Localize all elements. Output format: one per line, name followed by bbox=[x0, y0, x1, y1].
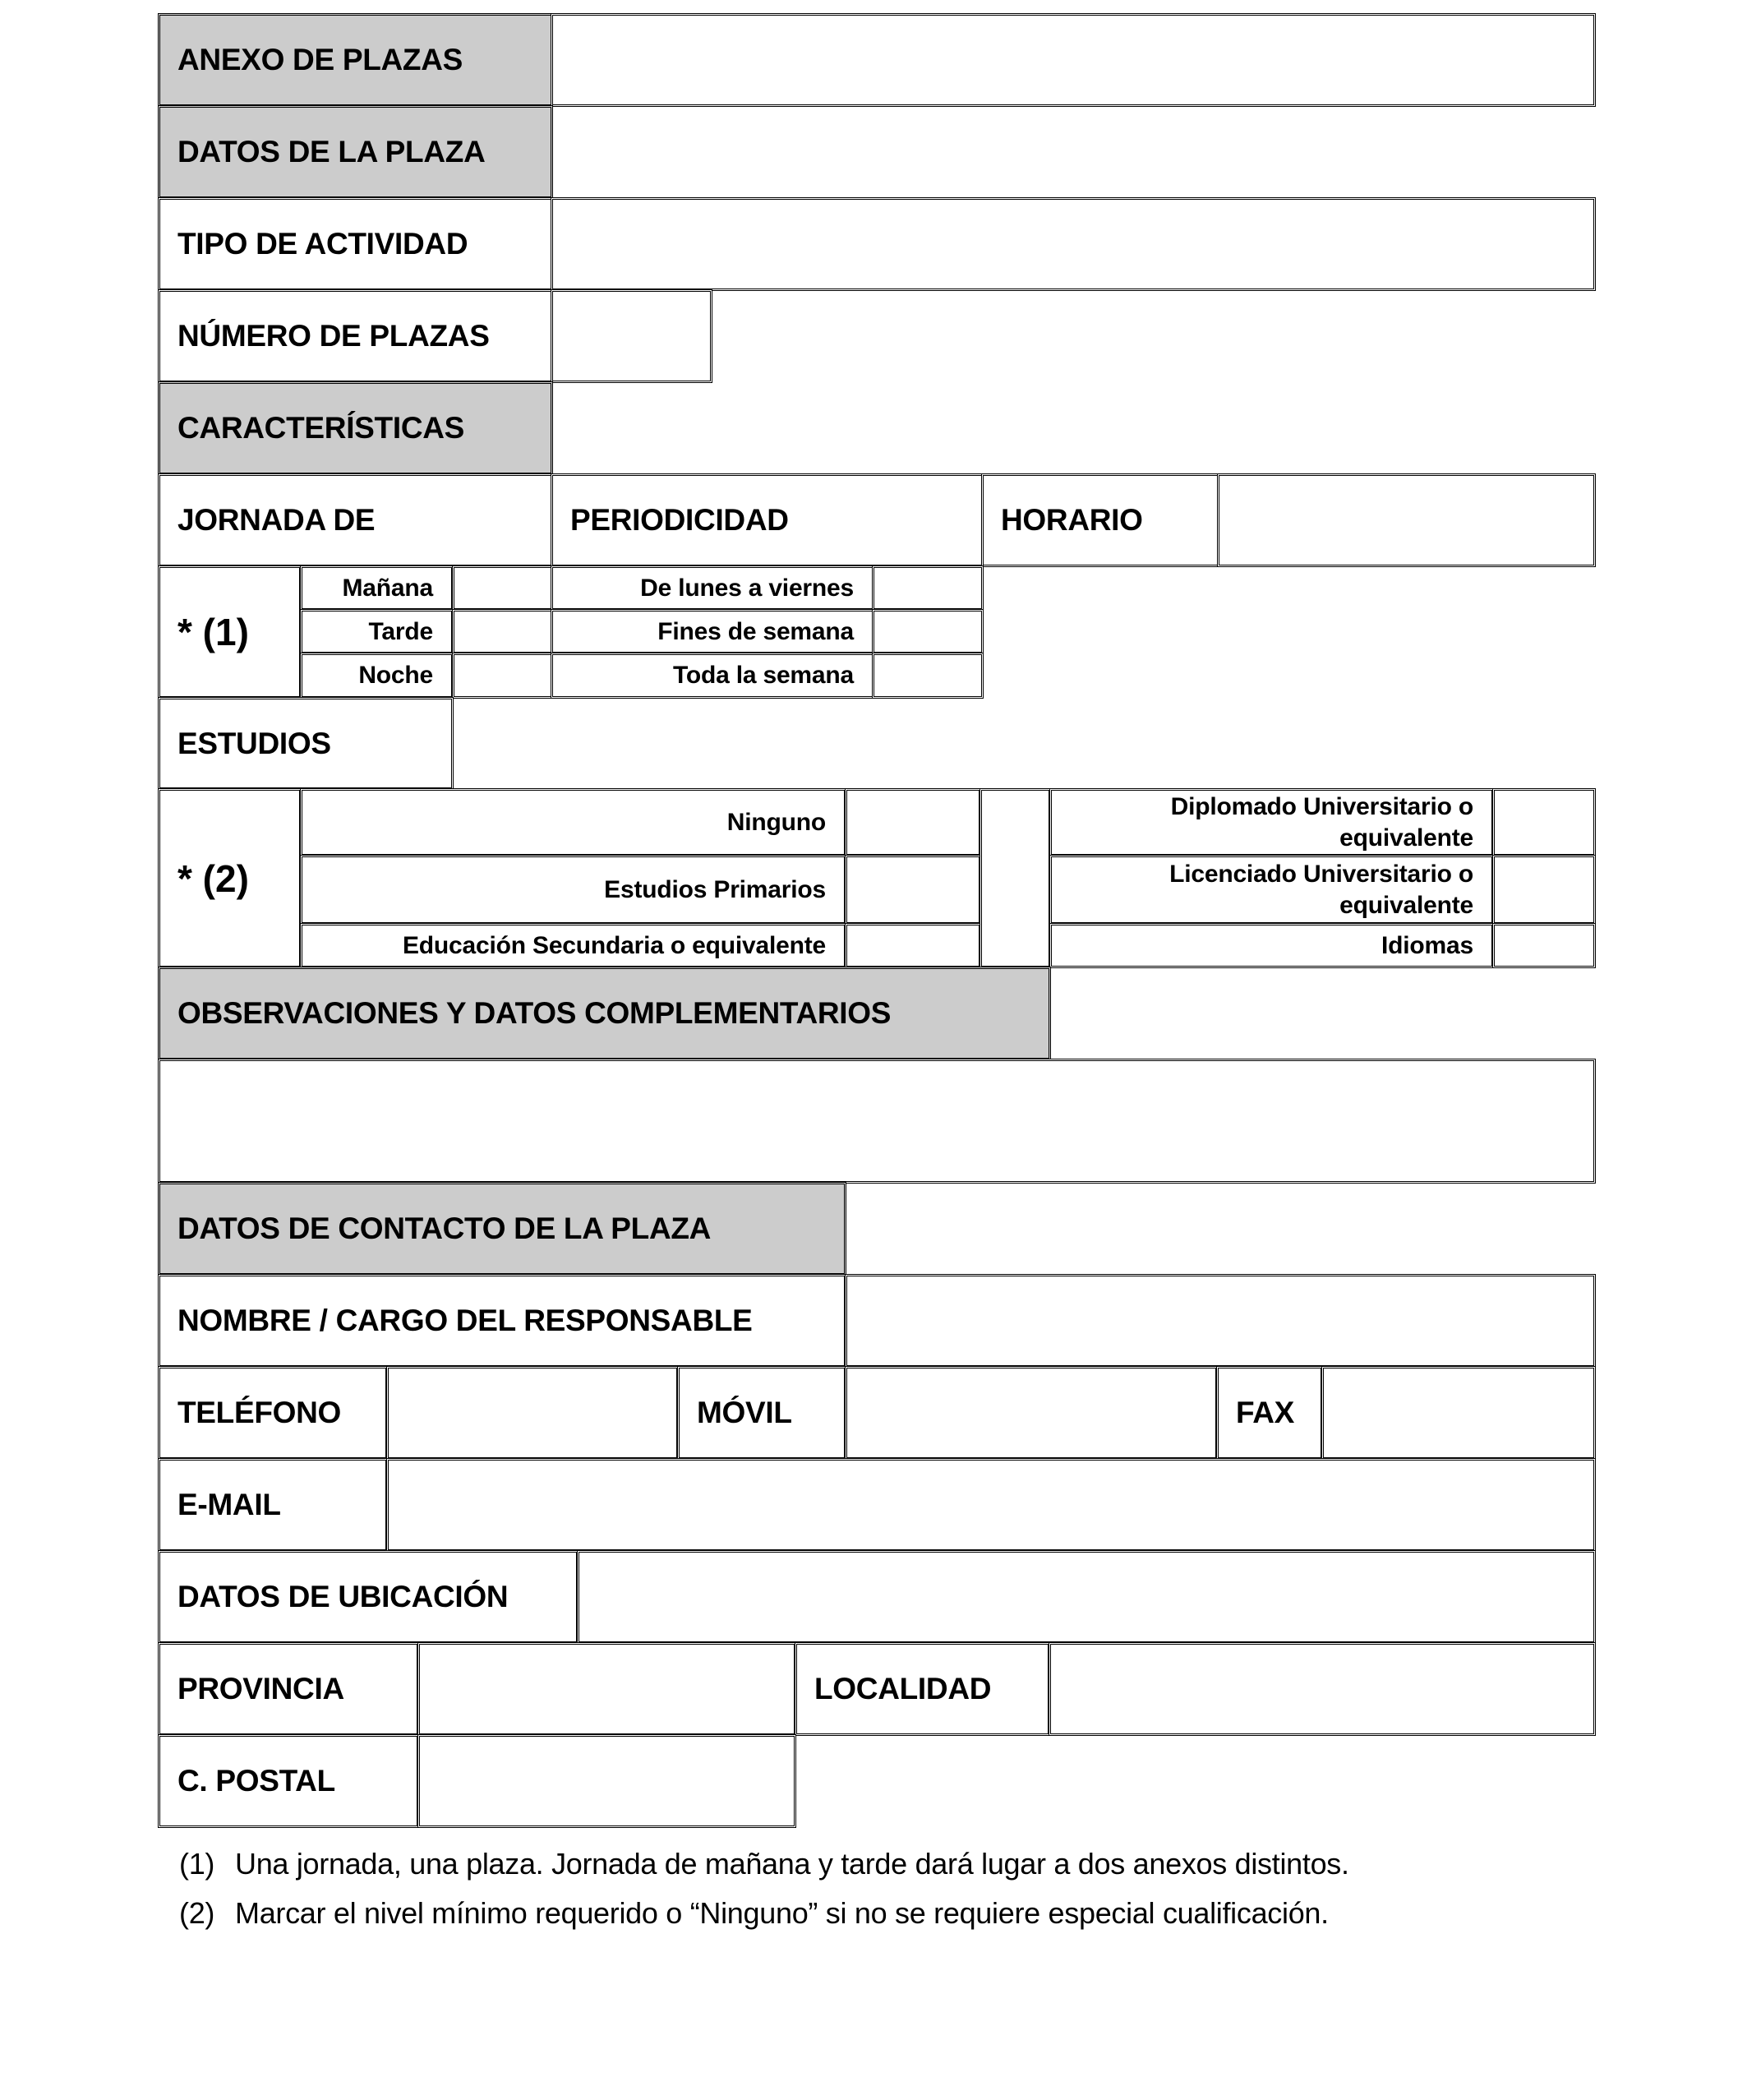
nombre-cargo-text: NOMBRE / CARGO DEL RESPONSABLE bbox=[177, 1304, 753, 1337]
toda-semana-text: Toda la semana bbox=[672, 662, 854, 690]
movil-label bbox=[677, 1366, 846, 1460]
nota-2-marker bbox=[158, 788, 302, 968]
nombre-cargo-label bbox=[158, 1274, 846, 1368]
licenciado-text: Licenciado Universitario o equivalente bbox=[1169, 861, 1473, 919]
provincia-label bbox=[158, 1642, 419, 1736]
anexo-de-plazas-text: ANEXO DE PLAZAS bbox=[177, 43, 463, 76]
tipo-de-actividad-label bbox=[158, 197, 553, 291]
fines-semana-checkbox[interactable] bbox=[872, 609, 984, 654]
estudios-label bbox=[158, 697, 454, 790]
codigo-postal-text: C. POSTAL bbox=[177, 1764, 335, 1798]
tipo-de-actividad-field[interactable] bbox=[551, 197, 1596, 291]
tarde-label bbox=[300, 609, 454, 654]
diplomado-text: Diplomado Universitario o equivalente bbox=[1170, 793, 1473, 852]
ninguno-label bbox=[300, 788, 846, 856]
anexo-de-plazas-field[interactable] bbox=[551, 13, 1596, 107]
footnote-2-text: Marcar el nivel mínimo requerido o “Ninguno” si no se requiere especial cualificación. bbox=[235, 1896, 1329, 1930]
fax-text: FAX bbox=[1236, 1396, 1295, 1429]
datos-de-la-plaza-text: DATOS DE LA PLAZA bbox=[177, 135, 486, 168]
licenciado-checkbox[interactable] bbox=[1492, 855, 1596, 925]
codigo-postal-field[interactable] bbox=[417, 1734, 796, 1828]
primarios-label bbox=[300, 855, 846, 925]
movil-text: MÓVIL bbox=[697, 1396, 792, 1429]
localidad-text: LOCALIDAD bbox=[814, 1672, 992, 1705]
numero-de-plazas-field[interactable] bbox=[551, 289, 712, 383]
nota-2-text: * (2) bbox=[177, 856, 249, 900]
datos-contacto-header bbox=[158, 1182, 846, 1276]
fax-field[interactable] bbox=[1321, 1366, 1596, 1460]
datos-ubicacion-label bbox=[158, 1550, 578, 1644]
ninguno-text: Ninguno bbox=[726, 808, 826, 836]
fax-label bbox=[1216, 1366, 1323, 1460]
footnote-2 bbox=[179, 1896, 1329, 1931]
footnote-2-number: (2) bbox=[179, 1896, 215, 1930]
observaciones-field[interactable] bbox=[158, 1059, 1596, 1184]
ninguno-checkbox[interactable] bbox=[845, 788, 981, 856]
toda-semana-label bbox=[551, 653, 874, 699]
manana-label bbox=[300, 565, 454, 611]
caracteristicas-text: CARACTERÍSTICAS bbox=[177, 411, 465, 445]
licenciado-label bbox=[1049, 855, 1494, 925]
datos-ubicacion-field[interactable] bbox=[577, 1550, 1596, 1644]
horario-text: HORARIO bbox=[1001, 503, 1143, 537]
secundaria-text: Educación Secundaria o equivalente bbox=[402, 931, 826, 959]
estudios-spacer bbox=[980, 788, 1051, 968]
email-text: E-MAIL bbox=[177, 1488, 281, 1521]
horario-label bbox=[981, 473, 1219, 567]
provincia-field[interactable] bbox=[417, 1642, 796, 1736]
lunes-viernes-label bbox=[551, 565, 874, 611]
toda-semana-checkbox[interactable] bbox=[872, 653, 984, 699]
tarde-text: Tarde bbox=[368, 617, 433, 645]
noche-label bbox=[300, 653, 454, 699]
manana-checkbox[interactable] bbox=[452, 565, 553, 611]
noche-text: Noche bbox=[358, 662, 433, 690]
numero-de-plazas-text: NÚMERO DE PLAZAS bbox=[177, 319, 490, 353]
footnote-1-number: (1) bbox=[179, 1847, 215, 1881]
lunes-viernes-text: De lunes a viernes bbox=[640, 574, 854, 602]
telefono-label bbox=[158, 1366, 388, 1460]
manana-text: Mañana bbox=[342, 574, 433, 602]
idiomas-text: Idiomas bbox=[1381, 931, 1473, 959]
diplomado-label bbox=[1049, 788, 1494, 856]
primarios-text: Estudios Primarios bbox=[604, 875, 826, 903]
nota-1-marker bbox=[158, 565, 302, 699]
secundaria-label bbox=[300, 923, 846, 968]
jornada-de-text: JORNADA DE bbox=[177, 503, 376, 537]
localidad-field[interactable] bbox=[1049, 1642, 1596, 1736]
movil-field[interactable] bbox=[845, 1366, 1218, 1460]
footnote-1-text: Una jornada, una plaza. Jornada de mañana y tarde dará lugar a dos anexos distintos. bbox=[235, 1847, 1349, 1881]
estudios-text: ESTUDIOS bbox=[177, 726, 331, 760]
datos-de-la-plaza-header bbox=[158, 105, 553, 199]
idiomas-checkbox[interactable] bbox=[1492, 923, 1596, 968]
localidad-label bbox=[795, 1642, 1050, 1736]
telefono-field[interactable] bbox=[386, 1366, 679, 1460]
nota-1-text: * (1) bbox=[177, 611, 249, 653]
jornada-de-label bbox=[158, 473, 553, 567]
datos-ubicacion-text: DATOS DE UBICACIÓN bbox=[177, 1580, 509, 1613]
telefono-text: TELÉFONO bbox=[177, 1396, 342, 1429]
primarios-checkbox[interactable] bbox=[845, 855, 981, 925]
noche-checkbox[interactable] bbox=[452, 653, 553, 699]
datos-contacto-text: DATOS DE CONTACTO DE LA PLAZA bbox=[177, 1212, 712, 1245]
idiomas-label bbox=[1049, 923, 1494, 968]
periodicidad-label bbox=[551, 473, 984, 567]
periodicidad-text: PERIODICIDAD bbox=[570, 503, 789, 537]
caracteristicas-header bbox=[158, 381, 553, 475]
email-field[interactable] bbox=[386, 1458, 1596, 1552]
tipo-de-actividad-text: TIPO DE ACTIVIDAD bbox=[177, 227, 468, 261]
tarde-checkbox[interactable] bbox=[452, 609, 553, 654]
codigo-postal-label bbox=[158, 1734, 419, 1828]
secundaria-checkbox[interactable] bbox=[845, 923, 981, 968]
observaciones-text: OBSERVACIONES Y DATOS COMPLEMENTARIOS bbox=[177, 996, 892, 1030]
anexo-de-plazas-label bbox=[158, 13, 553, 107]
horario-field[interactable] bbox=[1217, 473, 1596, 567]
fines-semana-label bbox=[551, 609, 874, 654]
observaciones-header bbox=[158, 967, 1051, 1060]
provincia-text: PROVINCIA bbox=[177, 1672, 344, 1705]
nombre-cargo-field[interactable] bbox=[845, 1274, 1596, 1368]
fines-semana-text: Fines de semana bbox=[657, 617, 854, 645]
footnote-1 bbox=[179, 1847, 1349, 1881]
numero-de-plazas-label bbox=[158, 289, 553, 383]
email-label bbox=[158, 1458, 388, 1552]
diplomado-checkbox[interactable] bbox=[1492, 788, 1596, 856]
lunes-viernes-checkbox[interactable] bbox=[872, 565, 984, 611]
